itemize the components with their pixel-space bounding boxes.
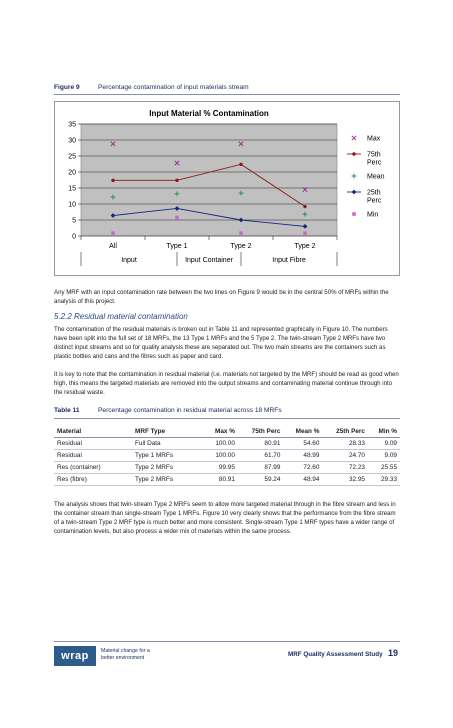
cell: 100.00: [204, 450, 238, 462]
cell: 87.99: [238, 462, 284, 474]
residual-contamination-table: [54, 427, 400, 486]
header-min: Min %: [368, 427, 400, 438]
x-tick-label: Type 2: [294, 243, 316, 250]
legend-25th-perc-label: Perc: [367, 197, 382, 205]
cell: 99.95: [204, 462, 238, 474]
footer-tagline: Material change for a better environment: [101, 648, 150, 661]
cell: Full Data: [132, 438, 204, 450]
cell: Res (container): [54, 462, 132, 474]
cell: Type 2 MRFs: [132, 474, 204, 486]
cell: 100.00: [204, 438, 238, 450]
header-mrf-type: MRF Type: [132, 427, 204, 438]
y-tick-label: 10: [68, 201, 76, 209]
x-tick-label: Type 1: [166, 243, 188, 250]
cell: 59.24: [238, 474, 284, 486]
point-75th-perc: [303, 205, 306, 208]
table-rule: [54, 418, 400, 419]
cell: 61.70: [238, 450, 284, 462]
figure-caption-text: Percentage contamination of input materials stream: [98, 84, 249, 91]
table-header-row: [54, 427, 400, 438]
y-tick-label: 30: [68, 137, 76, 145]
legend-mean-label: Mean: [367, 173, 385, 181]
cell: Res (fibre): [54, 474, 132, 486]
y-tick-label: 0: [72, 233, 76, 241]
cell: 9.09: [368, 438, 400, 450]
header-max: Max %: [204, 427, 238, 438]
cell: 25.55: [368, 462, 400, 474]
x-tick-label: Type 2: [230, 243, 252, 250]
group-label: Input: [121, 257, 137, 264]
legend-min-label: Min: [367, 211, 379, 219]
cell: 48.99: [283, 450, 322, 462]
table-number: Table 11: [54, 407, 80, 414]
chart-title: Input Material % Contamination: [149, 109, 269, 118]
legend-max-label: Max: [367, 135, 381, 143]
table-row: [54, 450, 400, 462]
table-caption: [54, 407, 282, 414]
wrap-logo: wrap: [54, 646, 96, 666]
y-tick-label: 25: [68, 153, 76, 161]
header-25th: 25th Perc: [322, 427, 368, 438]
point-75th-perc: [175, 179, 178, 182]
cell: 29.33: [368, 474, 400, 486]
y-tick-label: 35: [68, 121, 76, 129]
cell: Type 1 MRFs: [132, 450, 204, 462]
cell: 80.91: [204, 474, 238, 486]
section-heading: 5.2.2 Residual material contamination: [54, 312, 188, 321]
point-min: [239, 231, 243, 235]
header-material: Material: [54, 427, 132, 438]
paragraph-residual-note: It is key to note that the contamination in residual material (i.e. materials not targeted by the MRF) should be read as good when high, this means the targeted materials are removed into the output streams and contaminating material continue through into the residual waste.: [54, 371, 399, 396]
legend-75th-perc-label: 75th: [367, 151, 381, 159]
table-row: [54, 462, 400, 474]
y-tick-label: 5: [72, 217, 76, 225]
table-row: [54, 474, 400, 486]
figure-rule: [54, 94, 400, 95]
x-tick-label: All: [109, 243, 117, 250]
cell: 72.23: [322, 462, 368, 474]
cell: 54.60: [283, 438, 322, 450]
legend-75th-perc-label: Perc: [367, 159, 382, 167]
cell: Residual: [54, 450, 132, 462]
y-tick-label: 15: [68, 185, 76, 193]
legend-min-marker: [352, 212, 356, 216]
cell: 48.94: [283, 474, 322, 486]
point-min: [111, 231, 115, 235]
legend-25th-perc-marker: [352, 190, 357, 195]
legend-75th-perc-marker: [352, 152, 355, 155]
cell: 72.60: [283, 462, 322, 474]
cell: Residual: [54, 438, 132, 450]
figure-number: Figure 9: [54, 84, 80, 91]
footer-title: MRF Quality Assessment Study: [288, 651, 383, 658]
cell: 28.33: [322, 438, 368, 450]
figure-caption: [54, 84, 249, 91]
legend-25th-perc-label: 25th: [367, 189, 381, 197]
point-75th-perc: [239, 163, 242, 166]
cell: 9.09: [368, 450, 400, 462]
point-min: [175, 216, 179, 220]
point-75th-perc: [111, 179, 114, 182]
table-caption-text: Percentage contamination in residual material across 18 MRFs: [98, 407, 282, 414]
cell: 24.70: [322, 450, 368, 462]
chart-svg: [55, 102, 401, 277]
footer-rule: [54, 641, 400, 642]
group-label: Input Fibre: [272, 257, 306, 264]
paragraph-central-range: Any MRF with an input contamination rate between the two lines on Figure 9 would be in the central 50% of MRFs within the analysis of this project.: [54, 289, 389, 305]
page-number: 19: [388, 648, 399, 658]
legend-mean-marker: [352, 174, 357, 179]
point-min: [303, 231, 307, 235]
table-row: [54, 438, 400, 450]
header-75th: 75th Perc: [238, 427, 284, 438]
paragraph-residual-breakdown: The contamination of the residual materials is broken out in Table 11 and represented graphically in Figure 10. The numbers have been split into the full set of 18 MRFs, the 13 Type 1 MRFs and the 5 Type 2. The twin-stream Type 2 MRFs have two distinct input streams and so for quality analysis these are separated out. The two main streams are the containers such as plastic bottles and cans and the fibres such as paper and card.: [54, 326, 388, 360]
group-label: Input Container: [185, 257, 233, 264]
cell: 32.95: [322, 474, 368, 486]
y-tick-label: 20: [68, 169, 76, 177]
header-mean: Mean %: [283, 427, 322, 438]
paragraph-analysis: The analysis shows that twin-stream Type 2 MRFs seem to allow more targeted material through in the fibre stream and less in the container stream than single-stream Type 1 MRFs. Figure 10 very clearly shows that the performance from the fibre stream of a twin-stream Type 2 MRF type is much better and more consistent. Single-stream Type 1 MRF types have a wider range of contamination levels, but also process a wider mix of materials within the same process.: [54, 501, 396, 535]
contamination-chart: [54, 101, 400, 276]
cell: 80.91: [238, 438, 284, 450]
legend-max-marker: [352, 136, 356, 140]
cell: Type 2 MRFs: [132, 462, 204, 474]
